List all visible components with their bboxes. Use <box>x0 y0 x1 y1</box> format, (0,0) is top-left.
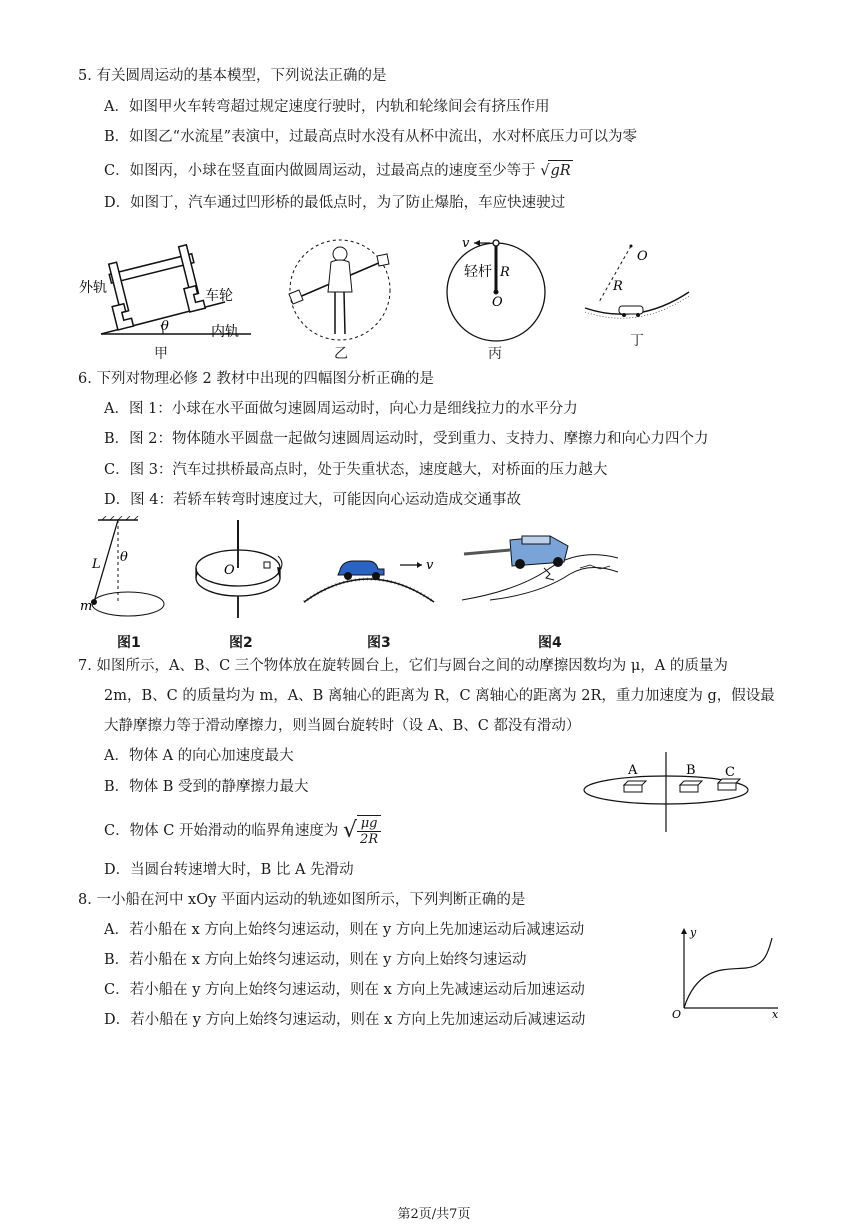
q8-option-d: D．若小船在 y 方向上始终匀速运动，则在 x 方向上先加速运动后减速运动 <box>104 1012 586 1028</box>
q5-option-d: D．如图丁，汽车通过凹形桥的最低点时，为了防止爆胎，车应快速驶过 <box>104 195 566 211</box>
block-c-label: C <box>725 765 735 780</box>
block-b-label: B <box>686 763 696 778</box>
fraction-denominator: 2R <box>360 832 379 847</box>
q8-option-a: A．若小船在 x 方向上始终匀速运动，则在 y 方向上先加速运动后减速运动 <box>104 922 585 938</box>
q8-option-c: C．若小船在 y 方向上始终匀速运动，则在 x 方向上先减速运动后加速运动 <box>104 982 585 998</box>
q7-option-a: A．物体 A 的向心加速度最大 <box>104 748 294 764</box>
theta-label: θ <box>161 319 169 334</box>
q5-option-c-math: gR <box>548 160 572 181</box>
outer-rail-label: 外轨 <box>79 280 107 296</box>
q7-option-c-text: C．物体 C 开始滑动的临界角速度为 <box>104 823 339 839</box>
origin-label: O <box>672 1008 682 1020</box>
figure-bing-light-rod <box>444 234 549 344</box>
caption-jia: 甲 <box>154 346 168 362</box>
figure-2-rotating-disk <box>190 518 290 624</box>
q7-option-d: D．当圆台转速增大时，B 比 A 先滑动 <box>104 862 354 878</box>
block-a-label: A <box>628 763 638 778</box>
caption-ding: 丁 <box>630 333 644 349</box>
figure-yi-water-meteor <box>285 236 395 344</box>
q7-option-c <box>104 815 381 847</box>
light-rod-label: 轻杆 <box>464 264 492 280</box>
v-label: v <box>462 236 470 251</box>
q7-stem-line2: 2m，B、C 的质量均为 m，A、B 离轴心的距离为 R，C 离轴心的距离为 2R，重力加速度为 g，假设最 <box>104 688 775 704</box>
m-label: m <box>80 599 93 614</box>
o-label-ding: O <box>637 249 648 264</box>
caption-fig3: 图3 <box>367 635 391 651</box>
o-label-fig2: O <box>224 563 235 578</box>
r-label: R <box>500 265 510 280</box>
q5-option-c-text: C．如图丙，小球在竖直面内做圆周运动，过最高点的速度至少等于 <box>104 163 536 179</box>
figure-q7-turntable <box>582 752 752 834</box>
figure-ding-concave-bridge <box>583 236 693 326</box>
q6-option-c: C．图 3：汽车过拱桥最高点时，处于失重状态，速度越大，对桥面的压力越大 <box>104 462 608 478</box>
x-axis-label: x <box>772 1008 779 1020</box>
q7-option-b: B．物体 B 受到的静摩擦力最大 <box>104 779 309 795</box>
q5-stem: 5. 有关圆周运动的基本模型，下列说法正确的是 <box>78 68 387 84</box>
q7-option-c-fraction <box>357 815 381 847</box>
figure-jia-train-turn <box>75 232 255 342</box>
o-label: O <box>492 295 503 310</box>
page-footer: 第2页/共7页 <box>397 1207 471 1222</box>
v-label-fig3: v <box>426 558 434 573</box>
figure-4-car-turning <box>460 528 620 603</box>
caption-yi: 乙 <box>334 346 348 362</box>
figure-3-arch-bridge <box>302 540 442 605</box>
q7-stem-line1: 7. 如图所示，A、B、C 三个物体放在旋转圆台上，它们与圆台之间的动摩擦因数均为 μ，A 的质量为 <box>78 658 728 674</box>
figure-q8-trajectory <box>668 924 783 1020</box>
l-label: L <box>92 557 101 572</box>
figure-1-conical-pendulum <box>78 516 173 628</box>
sqrt-sign-q7: √ <box>343 818 358 843</box>
sqrt-sign: √ <box>540 163 550 179</box>
q6-stem: 6. 下列对物理必修 2 教材中出现的四幅图分析正确的是 <box>78 371 434 387</box>
wheel-label: 车轮 <box>205 288 233 304</box>
q6-option-d: D．图 4：若轿车转弯时速度过大，可能因向心运动造成交通事故 <box>104 492 521 508</box>
q6-option-a: A．图 1：小球在水平面做匀速圆周运动时，向心力是细线拉力的水平分力 <box>104 401 578 417</box>
r-label-ding: R <box>613 279 623 294</box>
caption-fig4: 图4 <box>538 635 562 651</box>
q8-option-b: B．若小船在 x 方向上始终匀速运动，则在 y 方向上始终匀速运动 <box>104 952 527 968</box>
q5-option-c <box>104 160 573 181</box>
inner-rail-label: 内轨 <box>211 324 239 340</box>
y-axis-label: y <box>690 926 697 939</box>
q7-stem-line3: 大静摩擦力等于滑动摩擦力，则当圆台旋转时（设 A、B、C 都没有滑动） <box>104 718 581 734</box>
caption-bing: 丙 <box>488 346 502 362</box>
q5-option-a: A．如图甲火车转弯超过规定速度行驶时，内轨和轮缘间会有挤压作用 <box>104 99 550 115</box>
q6-option-b: B．图 2：物体随水平圆盘一起做匀速圆周运动时，受到重力、支持力、摩擦力和向心力四个力 <box>104 431 709 447</box>
fraction-numerator: μg <box>357 816 381 832</box>
theta-label-fig1: θ <box>120 550 128 565</box>
caption-fig2: 图2 <box>229 635 253 651</box>
q8-stem: 8. 一小船在河中 xOy 平面内运动的轨迹如图所示，下列判断正确的是 <box>78 892 526 908</box>
q5-option-b: B．如图乙“水流星”表演中，过最高点时水没有从杯中流出，水对杯底压力可以为零 <box>104 129 637 145</box>
caption-fig1: 图1 <box>117 635 141 651</box>
